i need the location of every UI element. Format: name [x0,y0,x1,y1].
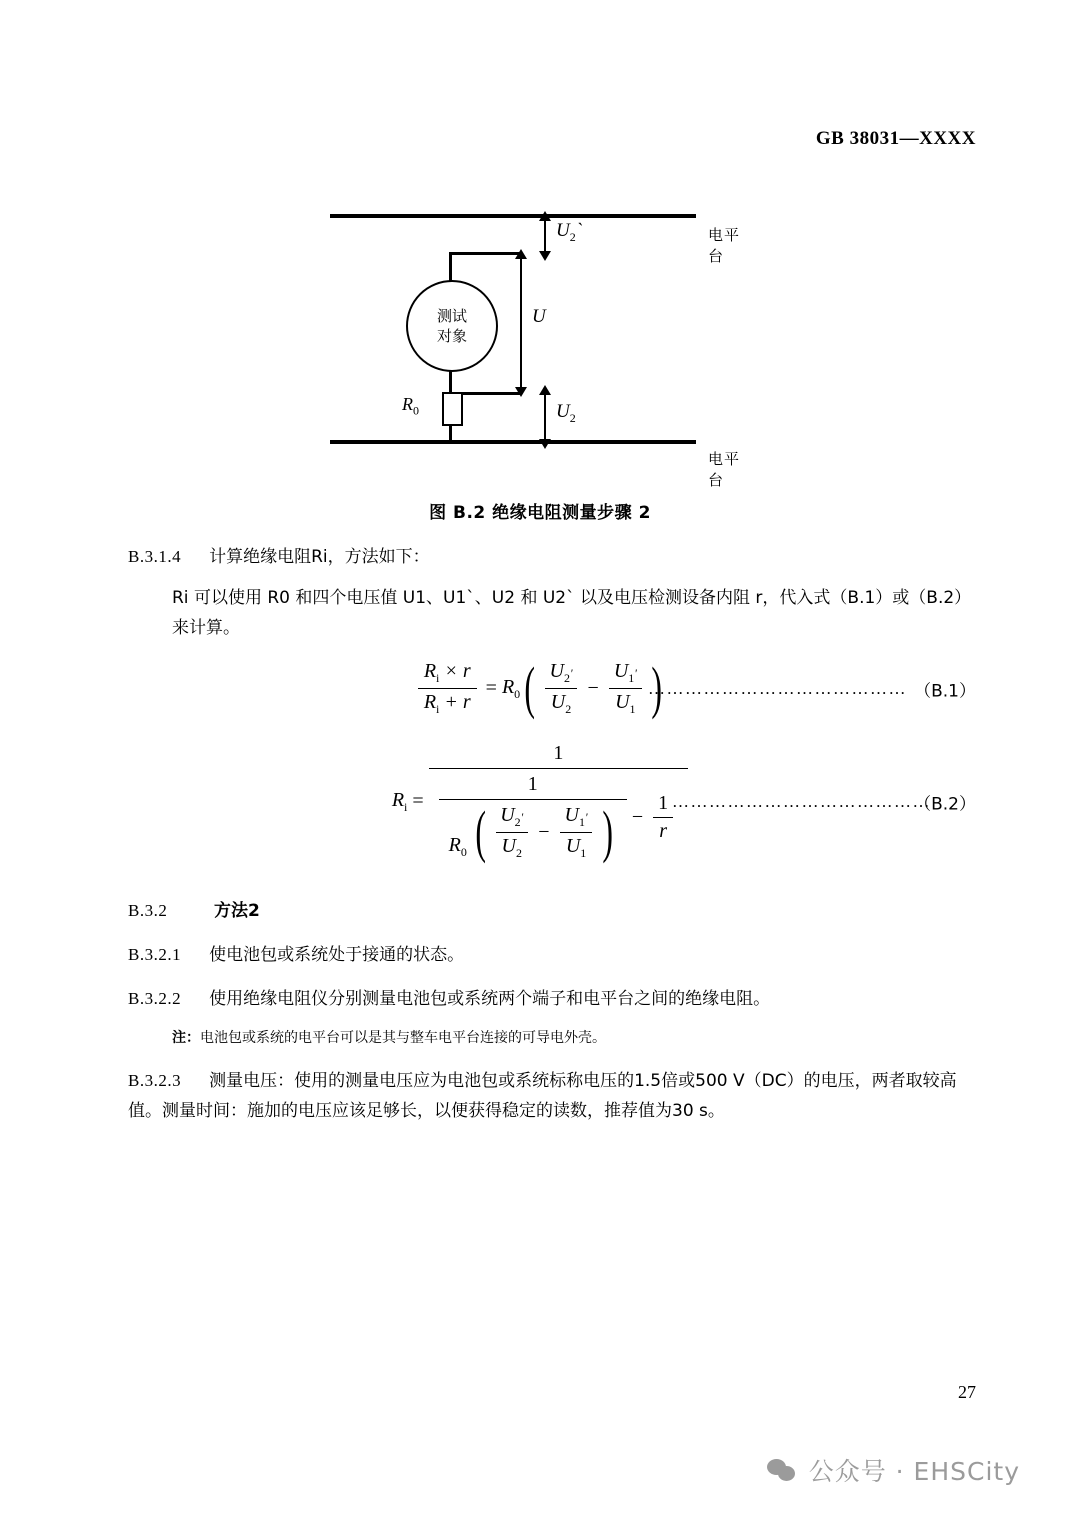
arrow-u [520,258,522,388]
top-rail-line [330,214,696,218]
formula-b2 [0,742,1080,865]
formula-b1-left-fraction: $\frac{R_i \times r}{R_i + r}$ [418,660,477,717]
label-u2-prime: $U_2`$ [556,220,583,244]
formula-b1-parenthesis: ( $\frac{U_2'}{U_2}$ − $\frac{U_1'}{U_1}$ ) [524,655,662,721]
section-b322-text: 使用绝缘电阻仪分别测量电池包或系统两个端子和电平台之间的绝缘电阻。 [209,989,771,1009]
section-b322-note [172,1026,992,1051]
formula-b2-number: （B.2） [914,794,976,814]
watermark [767,1452,1020,1488]
formula-b1-equals: = [485,677,497,699]
test-object-symbol [406,280,498,372]
formula-b1-number: （B.1） [914,681,976,701]
resistor-symbol [442,392,463,426]
section-b322 [128,984,988,1015]
wire-top-horizontal [449,252,521,255]
arrow-u2-prime [544,220,546,252]
formula-b2-ri: $R_i$ [391,788,408,814]
arrow-u2 [544,394,546,440]
section-b32-heading [128,896,260,927]
formula-b1-r0: $R_0$ [501,675,521,701]
label-u2: $U_2$ [556,401,576,425]
section-b314-number: B.3.1.4 [128,547,182,566]
section-b314-title: 计算绝缘电阻Ri，方法如下： [209,547,430,567]
page-header-standard-code: GB 38031—XXXX [815,128,976,149]
section-b321-text: 使电池包或系统处于接通的状态。 [209,945,465,965]
section-b32-number: B.3.2 [128,901,168,920]
label-u: U [532,306,546,327]
test-object-label-line2: 对象 [436,327,467,345]
note-label: 注： [172,1030,200,1046]
wire-circle-top [449,252,452,282]
figure-caption: 图 B.2 绝缘电阻测量步骤 2 [429,503,651,523]
bottom-rail-line [330,440,696,444]
section-b314-body: Ri 可以使用 R0 和四个电压值 U1、U1`、U2 和 U2` 以及电压检测设备内阻 r，代入式（B.1）或（B.2）来计算。 [172,588,972,638]
formula-b1 [0,655,1080,721]
formula-b1-dots: …………………………………… [648,678,907,698]
section-b321-number: B.3.2.1 [128,945,182,964]
test-object-label-line1: 测试 [436,306,467,325]
note-text: 电池包或系统的电平台可以是其与整车电平台连接的可导电外壳。 [200,1030,606,1046]
section-b323-number: B.3.2.3 [128,1071,182,1090]
watermark-text: 公众号 · EHSCity [808,1457,1020,1486]
figure-b2-diagram [330,196,750,489]
formula-b2-main-fraction: 1 1 $R_0$ ( $\frac{U_2'}{U_2}$ − $\frac{U_1'}{U_1}$ ) − $\frac{1}{r}$ [429,742,689,861]
section-b314-heading [128,542,968,573]
section-b32-title: 方法2 [214,901,260,921]
section-b321 [128,940,968,971]
page-number: 27 [958,1382,976,1402]
top-rail-label: 电平台 [708,226,741,265]
formula-b2-dots: …………………………………… [672,791,931,811]
wechat-icon [767,1457,797,1483]
section-b323-text: 测量电压：使用的测量电压应为电池包或系统标称电压的1.5倍或500 V（DC）的电压，两者取较高值。测量时间：施加的电压应该足够长，以便获得稳定的读数，推荐值为30 s。 [128,1071,957,1121]
section-b322-number: B.3.2.2 [128,989,182,1008]
formula-b2-equals: = [412,790,424,812]
bottom-rail-label: 电平台 [708,450,741,489]
section-b323 [128,1066,968,1127]
resistor-label: $R_0$ [402,394,419,418]
